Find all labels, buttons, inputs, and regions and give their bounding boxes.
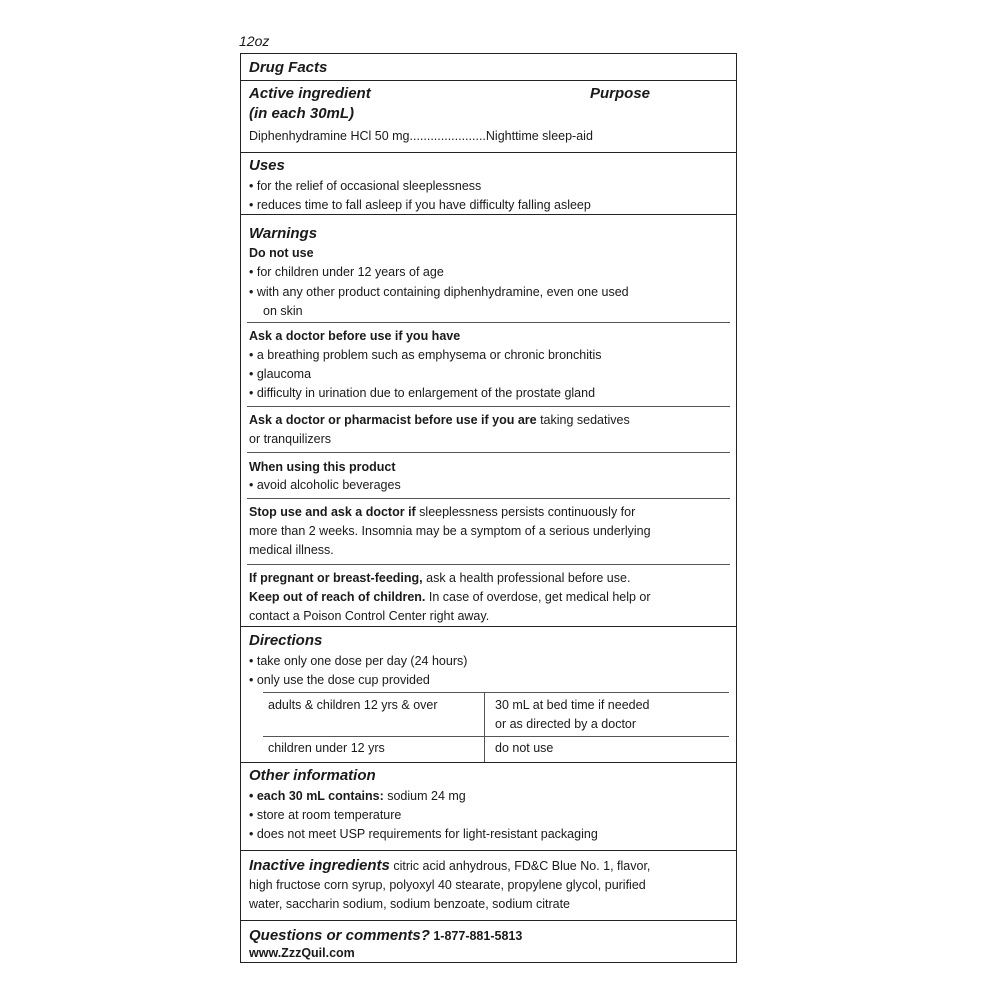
directions-table-dose: do not use: [495, 741, 554, 755]
do-not-use-header: Do not use: [249, 246, 314, 260]
uses-item: • reduces time to fall asleep if you have difficulty falling asleep: [249, 198, 591, 212]
active-ingredient-sub: (in each 30mL): [249, 105, 355, 122]
keep-out-line2: contact a Poison Control Center right away.: [249, 609, 490, 623]
directions-table-row-rule: [263, 736, 729, 737]
questions-header: Questions or comments?: [249, 927, 430, 944]
inactive-ingredients-section: [241, 850, 736, 920]
when-using-header: When using this product: [249, 460, 396, 474]
questions-line: [249, 927, 522, 945]
ask-doctor-item: • glaucoma: [249, 367, 312, 381]
active-ingredient-header: Active ingredient: [249, 85, 371, 102]
directions-item: • only use the dose cup provided: [249, 673, 430, 687]
directions-table-col-rule: [484, 692, 485, 762]
warnings-header: Warnings: [249, 225, 318, 242]
when-using-item: • avoid alcoholic beverages: [249, 478, 401, 492]
stop-use-section: [247, 498, 730, 564]
inactive-ingredients-line: [249, 857, 650, 875]
keep-out-bold: Keep out of reach of children.: [249, 590, 426, 604]
directions-table-who: children under 12 yrs: [268, 741, 385, 755]
other-information-item: [249, 789, 466, 804]
other-information-item-rest: sodium 24 mg: [383, 789, 466, 803]
stop-use-line3: medical illness.: [249, 543, 334, 557]
questions-website[interactable]: www.ZzzQuil.com: [249, 946, 355, 960]
stop-use-rest: sleeplessness persists continuously for: [415, 505, 636, 519]
do-not-use-item: • for children under 12 years of age: [249, 265, 444, 279]
ask-doctor-section: [247, 322, 730, 406]
inactive-ingredients-header: Inactive ingredients: [249, 857, 390, 874]
directions-table-top-rule: [263, 692, 729, 693]
drug-facts-title: Drug Facts: [249, 59, 328, 76]
do-not-use-item: • with any other product containing diphenhydramine, even one used: [249, 285, 629, 299]
inactive-ingredients-rest: citric acid anhydrous, FD&C Blue No. 1, flavor,: [389, 859, 651, 873]
other-information-item: • store at room temperature: [249, 808, 402, 822]
pregnant-line: [249, 571, 630, 586]
other-information-header: Other information: [249, 767, 376, 784]
keep-out-line: [249, 590, 651, 605]
other-information-section: [241, 762, 736, 850]
other-information-item-bold: • each 30 mL contains:: [249, 789, 384, 803]
active-ingredient-section: [241, 80, 736, 152]
ingredient-line: Diphenhydramine HCl 50 mg......................Nighttime sleep-aid: [249, 129, 593, 143]
uses-section: [241, 152, 736, 214]
directions-item: • take only one dose per day (24 hours): [249, 654, 468, 668]
size-label: 12oz: [239, 33, 270, 49]
ask-doctor-header: Ask a doctor before use if you have: [249, 329, 461, 343]
keep-out-rest: In case of overdose, get medical help or: [425, 590, 651, 604]
ask-pharmacist-section: [247, 406, 730, 452]
questions-phone[interactable]: 1-877-881-5813: [429, 929, 523, 943]
inactive-ingredients-line3: water, saccharin sodium, sodium benzoate, sodium citrate: [249, 897, 570, 911]
purpose-header: Purpose: [590, 85, 651, 102]
uses-item: • for the relief of occasional sleeplessness: [249, 179, 482, 193]
pregnant-bold: If pregnant or breast-feeding,: [249, 571, 423, 585]
questions-section: [241, 920, 736, 962]
directions-header: Directions: [249, 632, 323, 649]
uses-header: Uses: [249, 157, 285, 174]
ask-pharmacist-bold: Ask a doctor or pharmacist before use if you are: [249, 413, 537, 427]
directions-table-who: adults & children 12 yrs & over: [268, 698, 438, 712]
ask-pharmacist-rest: taking sedatives: [536, 413, 630, 427]
inactive-ingredients-line2: high fructose corn syrup, polyoxyl 40 stearate, propylene glycol, purified: [249, 878, 646, 892]
when-using-section: [247, 452, 730, 498]
drug-facts-panel: [240, 53, 737, 963]
ask-pharmacist-line: [249, 413, 630, 428]
ask-doctor-item: • difficulty in urination due to enlargement of the prostate gland: [249, 386, 596, 400]
stop-use-line2: more than 2 weeks. Insomnia may be a symptom of a serious underlying: [249, 524, 651, 538]
do-not-use-item-cont: on skin: [263, 304, 303, 318]
pregnant-rest: ask a health professional before use.: [422, 571, 631, 585]
ask-doctor-item: • a breathing problem such as emphysema or chronic bronchitis: [249, 348, 602, 362]
ask-pharmacist-line2: or tranquilizers: [249, 432, 331, 446]
pregnant-section: [247, 564, 730, 626]
directions-table-dose: or as directed by a doctor: [495, 717, 637, 731]
stop-use-bold: Stop use and ask a doctor if: [249, 505, 416, 519]
stop-use-line: [249, 505, 635, 520]
directions-table-dose: 30 mL at bed time if needed: [495, 698, 650, 712]
other-information-item: • does not meet USP requirements for light-resistant packaging: [249, 827, 598, 841]
